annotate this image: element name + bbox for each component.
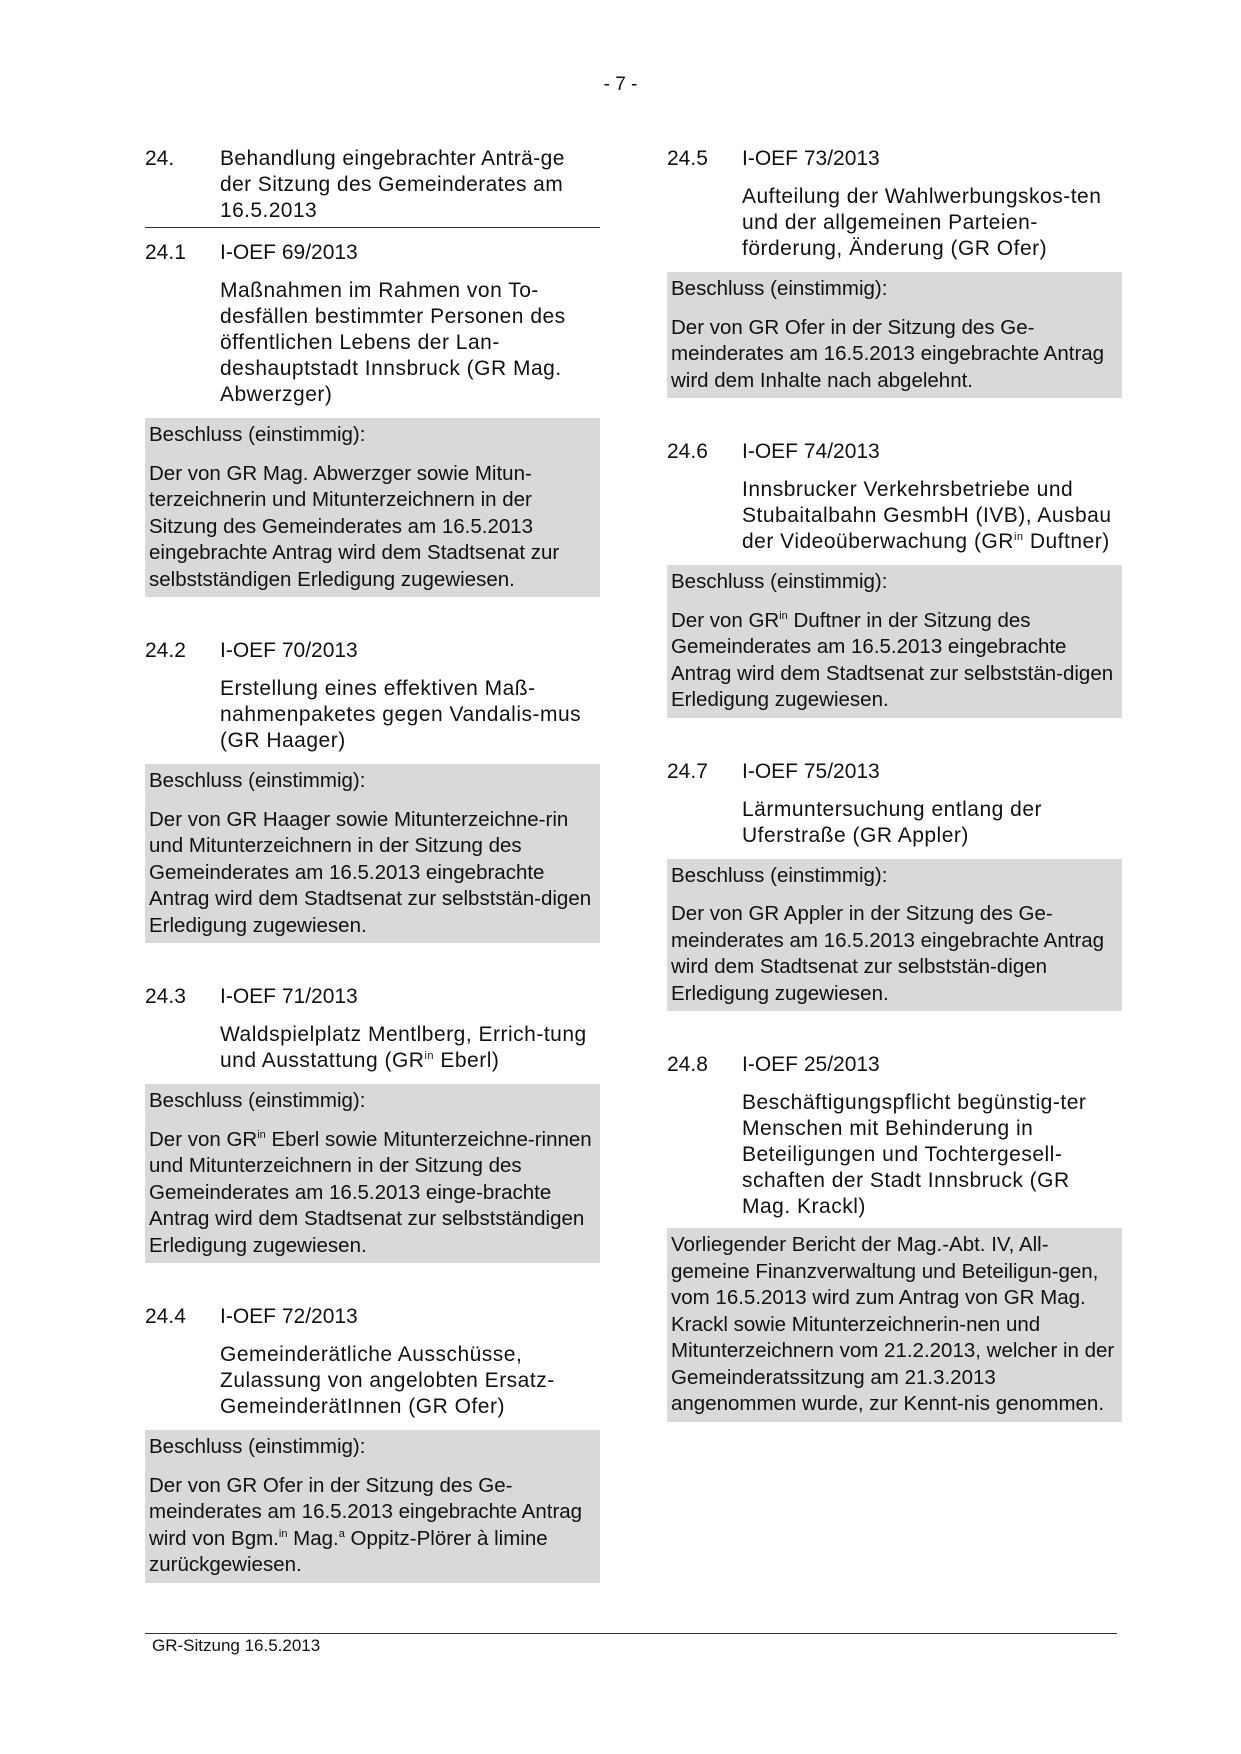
superscript: in [278,1527,288,1540]
footer-divider [145,1633,1117,1634]
item-number: 24.1 [145,241,186,264]
superscript: in [424,1050,435,1062]
item-title [667,477,1122,555]
item-number: 24.5 [667,147,708,170]
agenda-item-24-1 [145,240,600,597]
decision-text-start: Der von GR Ofer in der Sitzung des Ge-meinderates am 16.5.2013 eingebrachte Antrag wird von Bgm. [149,1473,583,1550]
report-text: Vorliegender Bericht der Mag.-Abt. IV, All-gemeine Finanzverwaltung und Beteiligun-gen, vom 16.5.2013 wird zum Antrag von GR Mag. Krackl sowie Mitunterzeichnerin-nen und Mitunterzeichnern vom 21.2.2013, welcher in der Gemeinderatssitzung am 21.3.2013 angenommen wurde, zur Kennt-nis genommen. [671,1233,1115,1415]
item-reference: I-OEF 25/2013 [742,1053,880,1076]
item-reference: I-OEF 74/2013 [742,440,880,463]
decision-box [667,859,1122,1012]
decision-label: Beschluss (einstimmig): [149,423,366,446]
agenda-item-24-3 [145,984,600,1263]
agenda-item-24-7 [667,759,1122,1012]
decision-box [145,1084,600,1263]
decision-text-end: Eberl sowie Mitunterzeichne-rinnen und Mitunterzeichnern in der Sitzung des Gemeinderates am 16.5.2013 einge-brachte Antrag wird dem Stadtsenat zur selbstständigen Erledigung zugewiesen. [149,1127,592,1257]
agenda-item-24-8 [667,1052,1122,1422]
item-reference: I-OEF 70/2013 [220,639,358,662]
decision-label: Beschluss (einstimmig): [671,863,888,887]
decision-text: Der von GR Mag. Abwerzger sowie Mitun-terzeichnerin und Mitunterzeichnern in der Sitzung des Gemeinderates am 16.5.2013 eingebrachte Antrag wird dem Stadtsenat zur selbstständigen Erledigung zugewiesen. [149,461,560,591]
right-column [667,146,1122,1422]
item-number: 24.7 [667,759,708,783]
agenda-item-24-2 [145,638,600,943]
decision-text: Der von GR Ofer in der Sitzung des Ge-meinderates am 16.5.2013 eingebrachte Antrag wird dem Inhalte nach abgelehnt. [671,315,1105,392]
decision-label: Beschluss (einstimmig): [671,570,888,593]
decision-text: Der von GR Appler in der Sitzung des Ge-meinderates am 16.5.2013 eingebrachte Antrag wird dem Stadtsenat zur selbststän-digen Erledigung zugewiesen. [671,902,1105,1005]
item-title-text: Waldspielplatz Mentlberg, Errich-tung und Ausstattung (GR [220,1023,587,1072]
item-title: Maßnahmen im Rahmen von To-desfällen bestimmter Personen des öffentlichen Lebens der Lan-deshauptstadt Innsbruck (GR Mag. Abwerzger) [220,279,566,406]
item-title: Gemeinderätliche Ausschüsse, Zulassung von angelobten Ersatz-GemeinderätInnen (GR Ofer) [220,1343,555,1418]
superscript: in [1013,531,1024,543]
decision-text-mid: Mag. [287,1526,339,1550]
decision-label: Beschluss (einstimmig): [149,769,366,792]
superscript: a [338,1527,345,1540]
decision-box [145,1430,600,1583]
decision-box [667,272,1122,398]
item-title-text-end: Duftner) [1023,530,1110,553]
decision-box [667,565,1122,718]
decision-text [671,608,1119,714]
agenda-item-24-5 [667,146,1122,398]
decision-text [149,1127,597,1260]
item-number: 24.8 [667,1053,708,1076]
superscript: in [257,1128,266,1141]
left-column [145,146,600,1583]
decision-text-end: Oppitz-Plörer à limine zurückgewiesen. [149,1526,548,1576]
item-reference: I-OEF 72/2013 [220,1305,358,1328]
decision-text-start: Der von GR [149,1127,258,1151]
decision-text-start: Der von GR [671,608,780,632]
decision-label: Beschluss (einstimmig): [149,1435,366,1458]
item-number: 24.4 [145,1305,186,1328]
superscript: in [779,609,788,622]
main-heading-text: Behandlung eingebrachter Anträ-ge der Sitzung des Gemeinderates am 16.5.2013 [220,147,565,222]
decision-label: Beschluss (einstimmig): [671,277,888,300]
item-number: 24.3 [145,985,186,1008]
main-heading [145,146,600,228]
agenda-item-24-6 [667,439,1122,718]
item-title: Aufteilung der Wahlwerbungskos-ten und der allgemeinen Parteien-förderung, Änderung (GR Ofer) [742,185,1102,260]
decision-box [145,418,600,597]
decision-text: Der von GR Haager sowie Mitunterzeichne-rin und Mitunterzeichnern in der Sitzung des Gemeinderates am 16.5.2013 eingebrachte Antrag wird dem Stadtsenat zur selbststän-digen Erledigung zugewiesen. [149,807,592,937]
item-title-text: Innsbrucker Verkehrsbetriebe und Stubaitalbahn GesmbH (IVB), Ausbau der Videoüberwachung (GR [742,478,1112,553]
item-reference: I-OEF 69/2013 [220,241,358,264]
decision-text [149,1473,597,1579]
footer-text: GR-Sitzung 16.5.2013 [152,1636,321,1655]
item-title: Erstellung eines effektiven Maß-nahmenpaketes gegen Vandalis-mus (GR Haager) [220,677,582,752]
item-title-text-end: Eberl) [434,1049,500,1072]
item-title: Beschäftigungspflicht begünstig-ter Menschen mit Behinderung in Beteiligungen und Tochtergesell-schaften der Stadt Innsbruck (GR Mag. Krackl) [742,1091,1087,1218]
item-number: 24.2 [145,639,186,662]
page-number: - 7 - [603,74,638,95]
agenda-item-24-4 [145,1304,600,1583]
decision-box [145,764,600,943]
decision-label: Beschluss (einstimmig): [149,1089,366,1112]
item-reference: I-OEF 71/2013 [220,985,358,1008]
decision-text-end: Duftner in der Sitzung des Gemeinderates am 16.5.2013 eingebrachte Antrag wird dem Stadtsenat zur selbststän-digen Erledigung zugewiesen. [671,608,1114,711]
item-title [145,1022,600,1074]
item-number: 24.6 [667,440,708,463]
item-reference: I-OEF 73/2013 [742,147,880,170]
item-title: Lärmuntersuchung entlang der Uferstraße (GR Appler) [742,797,1043,847]
main-heading-number: 24. [145,147,175,170]
item-reference: I-OEF 75/2013 [742,759,880,783]
report-box [667,1228,1122,1422]
